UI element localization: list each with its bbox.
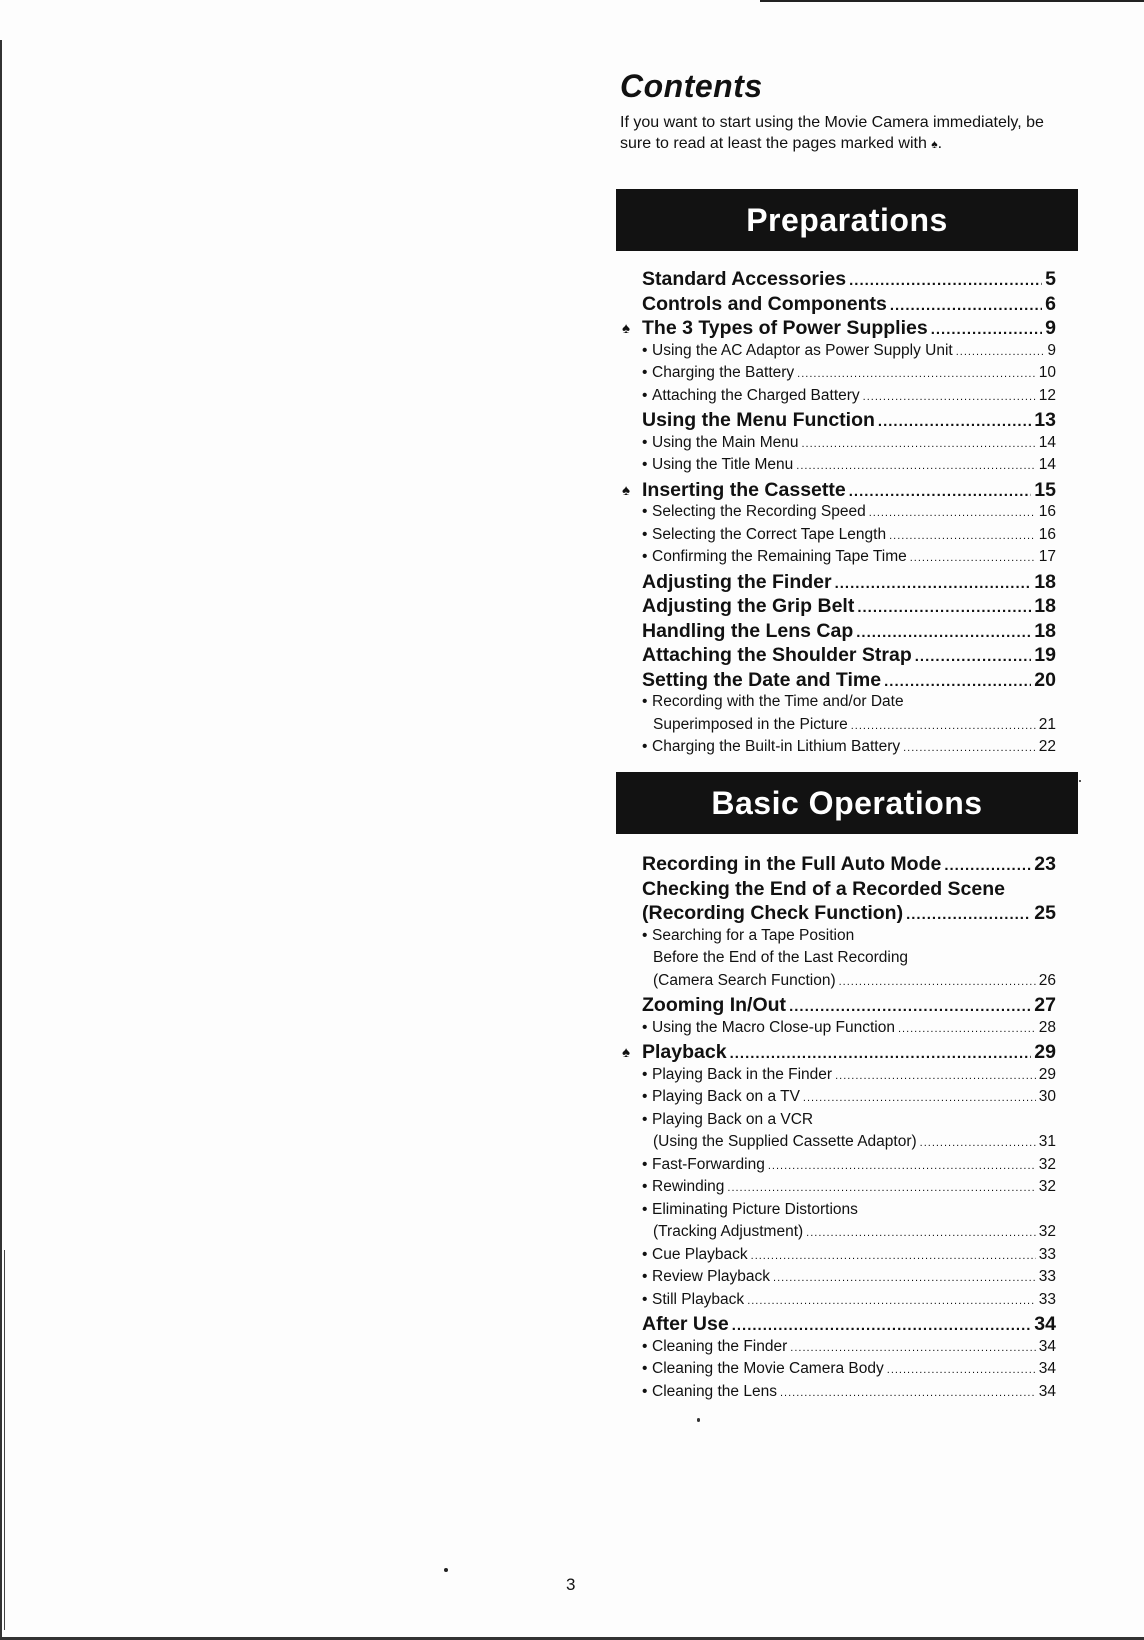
page-ref: 28 <box>1038 1018 1056 1036</box>
leader-dots <box>849 272 1042 289</box>
leader-dots <box>835 575 1032 592</box>
page-ref: 6 <box>1045 292 1056 315</box>
toc-entry[interactable]: Standard Accessories ..... 5 <box>616 268 1056 293</box>
page-ref: 20 <box>1034 668 1056 691</box>
toc-subentry-continued[interactable]: Superimposed in the Picture ..... 21 <box>616 716 1056 739</box>
page-ref: 25 <box>1034 902 1056 924</box>
toc-subentry[interactable]: • Fast-Forwarding ..... 32 <box>616 1156 1056 1179</box>
toc-entry-continued[interactable]: (Recording Check Function) ..... 25 <box>616 902 1056 927</box>
toc-entry[interactable]: Recording in the Full Auto Mode ..... 23 <box>616 853 1056 878</box>
bullet-icon: • <box>642 525 648 543</box>
toc-subentry[interactable]: • Eliminating Picture Distortions <box>642 1200 858 1218</box>
leader-dots <box>835 1070 1036 1082</box>
toc-subentry[interactable]: • Cleaning the Lens ..... 34 <box>616 1383 1056 1406</box>
page-ref: 33 <box>1038 1245 1056 1263</box>
leader-dots <box>803 1092 1036 1104</box>
toc-list-preparations <box>616 268 1056 761</box>
toc-subentry[interactable]: • Review Playback ..... 33 <box>616 1268 1056 1291</box>
leader-dots <box>851 720 1036 732</box>
page-ref: 17 <box>1038 548 1056 565</box>
leader-dots <box>910 552 1036 564</box>
bullet-icon: • <box>642 503 648 520</box>
page-ref: 16 <box>1038 525 1056 543</box>
bullet-icon: • <box>642 456 648 473</box>
toc-subentry[interactable]: • Recording with the Time and/or Date <box>642 693 904 710</box>
toc-subentry[interactable]: • Still Playback ..... 33 <box>616 1291 1056 1314</box>
leader-dots <box>727 1182 1035 1194</box>
leader-dots <box>751 1250 1036 1262</box>
toc-subentry[interactable]: • Selecting the Correct Tape Length ..... 16 <box>616 526 1056 549</box>
leader-dots <box>915 648 1032 665</box>
intro-text: If you want to start using the Movie Camera immediately, be sure to read at least the pages marked with <box>620 114 1044 152</box>
leader-dots <box>869 507 1036 519</box>
page-ref: 34 <box>1038 1360 1056 1377</box>
bullet-icon: • <box>642 1065 648 1083</box>
bullet-icon: • <box>642 386 648 404</box>
leader-dots <box>856 624 1031 641</box>
toc-subentry[interactable]: • Charging the Built-in Lithium Battery ..... 22 <box>616 738 1056 761</box>
page-ref: 14 <box>1038 456 1056 473</box>
toc-subentry[interactable]: • Rewinding ..... 32 <box>616 1178 1056 1201</box>
intro-paragraph <box>620 112 1075 155</box>
bullet-icon: • <box>642 1268 648 1285</box>
leader-dots <box>747 1295 1036 1307</box>
bullet-icon: • <box>642 548 648 565</box>
toc-entry[interactable]: ♠ Playback ..... 29 <box>616 1041 1056 1066</box>
leader-dots <box>920 1137 1036 1149</box>
page-ref: 9 <box>1045 317 1056 339</box>
toc-entry[interactable]: ♠ Inserting the Cassette ..... 15 <box>616 479 1056 504</box>
toc-entry[interactable]: Setting the Date and Time ..... 20 <box>616 669 1056 694</box>
bullet-icon: • <box>642 341 648 359</box>
page-ref: 29 <box>1038 1065 1056 1083</box>
leader-dots <box>857 599 1031 616</box>
leader-dots <box>730 1045 1032 1062</box>
page-ref: 33 <box>1038 1290 1056 1308</box>
page-ref: 9 <box>1047 341 1056 359</box>
page-ref: 32 <box>1038 1155 1056 1173</box>
toc-entry[interactable]: Zooming In/Out ..... 27 <box>616 994 1056 1019</box>
page-ref: 19 <box>1034 644 1056 666</box>
bullet-icon: • <box>642 1245 648 1263</box>
page-ref: 32 <box>1038 1223 1056 1240</box>
leader-dots <box>878 413 1031 430</box>
toc-entry[interactable]: Adjusting the Grip Belt ..... 18 <box>616 595 1056 620</box>
page-number: 3 <box>566 1575 576 1594</box>
bullet-icon: • <box>642 926 648 944</box>
intro-end: . <box>937 135 943 152</box>
scan-edge-left-inner <box>4 1250 5 1630</box>
section-heading-basic-operations: Basic Operations <box>616 772 1078 834</box>
page-ref: 34 <box>1038 1337 1056 1355</box>
bullet-icon: • <box>642 693 648 710</box>
scan-edge-top <box>760 0 1144 2</box>
bullet-icon: • <box>642 1155 648 1173</box>
toc-subentry[interactable]: • Playing Back on a TV ..... 30 <box>616 1088 1056 1111</box>
spade-mark-icon: ♠ <box>931 137 938 151</box>
section-heading-preparations: Preparations <box>616 189 1078 251</box>
spade-mark-icon: ♠ <box>622 1044 630 1061</box>
toc-entry[interactable]: Controls and Components ..... 6 <box>616 293 1056 318</box>
bullet-icon: • <box>642 364 648 381</box>
toc-subentry[interactable]: • Using the Title Menu ..... 14 <box>616 456 1056 479</box>
bullet-icon: • <box>642 1200 648 1218</box>
leader-dots <box>906 906 1031 923</box>
page-ref: 18 <box>1034 595 1056 617</box>
page-ref: 30 <box>1038 1088 1056 1105</box>
scan-speck <box>697 1418 700 1422</box>
page-ref: 34 <box>1038 1382 1056 1400</box>
leader-dots <box>796 460 1035 472</box>
bullet-icon: • <box>642 1178 648 1195</box>
toc-entry[interactable]: ♠ The 3 Types of Power Supplies ..... 9 <box>616 317 1056 342</box>
toc-subentry[interactable]: • Using the Macro Close-up Function ..... 28 <box>616 1019 1056 1042</box>
toc-subentry-continued[interactable]: (Using the Supplied Cassette Adaptor) ..... 31 <box>616 1133 1056 1156</box>
toc-subentry-continued[interactable]: Before the End of the Last Recording <box>653 949 909 966</box>
toc-entry[interactable]: Adjusting the Finder ..... 18 <box>616 571 1056 596</box>
page-ref: 29 <box>1034 1041 1056 1063</box>
leader-dots <box>797 368 1036 380</box>
leader-dots <box>732 1317 1032 1334</box>
leader-dots <box>887 1364 1036 1376</box>
bullet-icon: • <box>642 433 648 451</box>
page-ref: 10 <box>1038 364 1056 381</box>
spade-mark-icon: ♠ <box>622 320 630 337</box>
leader-dots <box>768 1160 1036 1172</box>
page-ref: 23 <box>1034 853 1056 875</box>
leader-dots <box>849 483 1032 500</box>
toc-subentry[interactable]: • Using the Main Menu ..... 14 <box>616 434 1056 457</box>
toc-subentry-continued[interactable]: (Camera Search Function) ..... 26 <box>616 972 1056 995</box>
bullet-icon: • <box>642 1110 648 1128</box>
page-ref: 15 <box>1034 478 1056 501</box>
scan-speck <box>1079 780 1081 782</box>
toc-subentry[interactable]: • Selecting the Recording Speed ..... 16 <box>616 503 1056 526</box>
leader-dots <box>789 998 1031 1015</box>
bullet-icon: • <box>642 1382 648 1400</box>
bullet-icon: • <box>642 1088 648 1105</box>
leader-dots <box>790 1342 1035 1354</box>
leader-dots <box>944 857 1031 874</box>
page-ref: 34 <box>1034 1313 1056 1335</box>
leader-dots <box>890 297 1042 314</box>
toc-subentry[interactable]: • Playing Back on a VCR <box>642 1110 814 1128</box>
page-ref: 26 <box>1038 971 1056 989</box>
scan-speck <box>444 1568 448 1572</box>
spade-mark-icon: ♠ <box>622 481 630 499</box>
toc-subentry[interactable]: • Searching for a Tape Position <box>642 926 855 944</box>
scan-edge-left <box>0 40 2 1640</box>
page-ref: 12 <box>1038 386 1056 404</box>
page-ref: 33 <box>1038 1268 1056 1285</box>
toc-list-basic-operations <box>616 853 1056 1405</box>
leader-dots <box>806 1227 1036 1239</box>
toc-entry[interactable]: Handling the Lens Cap ..... 18 <box>616 620 1056 645</box>
bullet-icon: • <box>642 1337 648 1355</box>
toc-subentry[interactable]: • Charging the Battery ..... 10 <box>616 364 1056 387</box>
toc-entry[interactable]: Checking the End of a Recorded Scene <box>642 877 1005 900</box>
page-ref: 31 <box>1038 1133 1056 1150</box>
leader-dots <box>898 1023 1036 1035</box>
page-ref: 18 <box>1034 619 1056 642</box>
toc-subentry[interactable]: • Cue Playback ..... 33 <box>616 1246 1056 1269</box>
toc-subentry[interactable]: • Using the AC Adaptor as Power Supply Unit ..... 9 <box>616 342 1056 365</box>
page-ref: 22 <box>1038 738 1056 755</box>
leader-dots <box>773 1272 1036 1284</box>
toc-subentry[interactable]: • Confirming the Remaining Tape Time ..... 17 <box>616 548 1056 571</box>
page-ref: 27 <box>1034 994 1056 1016</box>
page-ref: 21 <box>1038 715 1056 733</box>
page-title: Contents <box>620 68 763 104</box>
toc-entry[interactable]: Using the Menu Function ..... 13 <box>616 409 1056 434</box>
leader-dots <box>863 391 1036 403</box>
page-ref: 16 <box>1038 503 1056 520</box>
leader-dots <box>903 742 1036 754</box>
leader-dots <box>889 530 1036 542</box>
page-ref: 32 <box>1038 1178 1056 1195</box>
bullet-icon: • <box>642 1018 648 1036</box>
leader-dots <box>780 1387 1036 1399</box>
leader-dots <box>839 976 1036 988</box>
bullet-icon: • <box>642 1290 648 1308</box>
page-ref: 18 <box>1034 570 1056 593</box>
page-ref: 5 <box>1045 268 1056 290</box>
toc-subentry[interactable]: • Playing Back in the Finder ..... 29 <box>616 1066 1056 1089</box>
toc-subentry-continued[interactable]: (Tracking Adjustment) ..... 32 <box>616 1223 1056 1246</box>
leader-dots <box>884 673 1031 690</box>
toc-subentry[interactable]: • Cleaning the Finder ..... 34 <box>616 1338 1056 1361</box>
bullet-icon: • <box>642 738 648 755</box>
leader-dots <box>931 321 1042 338</box>
toc-subentry[interactable]: • Attaching the Charged Battery ..... 12 <box>616 387 1056 410</box>
page-ref: 13 <box>1034 409 1056 431</box>
leader-dots <box>956 346 1045 358</box>
toc-subentry[interactable]: • Cleaning the Movie Camera Body ..... 34 <box>616 1360 1056 1383</box>
page-ref: 14 <box>1038 433 1056 451</box>
bullet-icon: • <box>642 1360 648 1377</box>
toc-entry[interactable]: Attaching the Shoulder Strap ..... 19 <box>616 644 1056 669</box>
leader-dots <box>801 438 1035 450</box>
toc-entry[interactable]: After Use ..... 34 <box>616 1313 1056 1338</box>
